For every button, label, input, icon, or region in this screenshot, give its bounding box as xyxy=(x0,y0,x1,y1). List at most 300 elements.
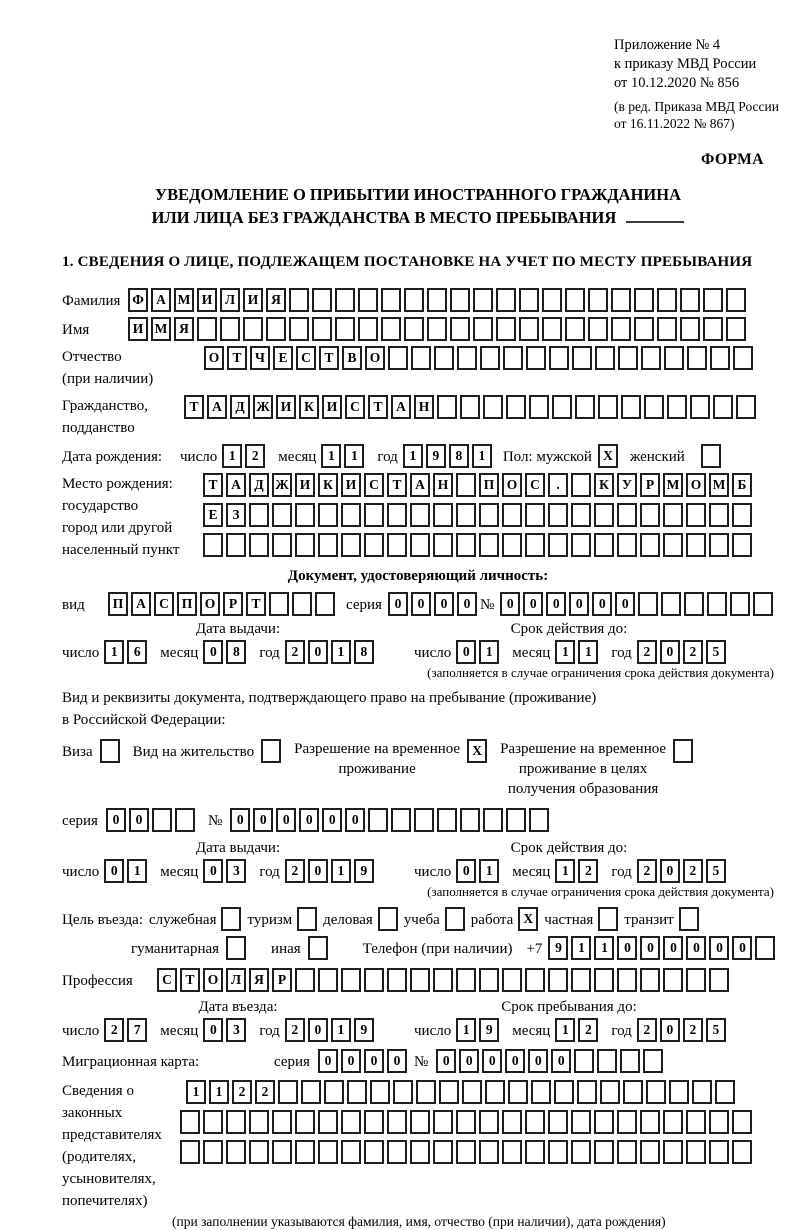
char-cell[interactable]: А xyxy=(391,395,411,419)
char-cell[interactable]: 2 xyxy=(104,1018,124,1042)
char-cell[interactable]: 2 xyxy=(637,640,657,664)
char-cell[interactable]: 8 xyxy=(354,640,374,664)
char-cell[interactable]: 0 xyxy=(318,1049,338,1073)
char-cell[interactable]: 0 xyxy=(411,592,431,616)
char-cell[interactable] xyxy=(709,1110,729,1134)
char-cell[interactable] xyxy=(358,317,378,341)
residence-permit-checkbox[interactable] xyxy=(261,739,281,763)
char-cell[interactable] xyxy=(226,533,246,557)
temp-residence-education-checkbox[interactable] xyxy=(673,739,693,763)
char-cell[interactable]: 1 xyxy=(331,1018,351,1042)
char-cell[interactable] xyxy=(617,503,637,527)
char-cell[interactable]: 1 xyxy=(209,1080,229,1104)
char-cell[interactable] xyxy=(272,533,292,557)
char-cell[interactable] xyxy=(542,288,562,312)
char-cell[interactable] xyxy=(594,968,614,992)
char-cell[interactable] xyxy=(480,346,500,370)
char-cell[interactable]: Н xyxy=(414,395,434,419)
char-cell[interactable]: Я xyxy=(174,317,194,341)
char-cell[interactable] xyxy=(433,533,453,557)
char-cell[interactable]: А xyxy=(131,592,151,616)
work-checkbox[interactable]: X xyxy=(518,907,538,931)
char-cell[interactable] xyxy=(434,346,454,370)
char-cell[interactable] xyxy=(410,1140,430,1164)
char-cell[interactable] xyxy=(503,346,523,370)
char-cell[interactable] xyxy=(502,503,522,527)
char-cell[interactable]: 0 xyxy=(345,808,365,832)
char-cell[interactable]: П xyxy=(479,473,499,497)
char-cell[interactable] xyxy=(549,346,569,370)
char-cell[interactable]: 0 xyxy=(106,808,126,832)
char-cell[interactable] xyxy=(508,1080,528,1104)
char-cell[interactable] xyxy=(437,395,457,419)
char-cell[interactable]: А xyxy=(151,288,171,312)
char-cell[interactable]: 0 xyxy=(709,936,729,960)
char-cell[interactable] xyxy=(634,317,654,341)
char-cell[interactable] xyxy=(450,288,470,312)
char-cell[interactable]: 0 xyxy=(523,592,543,616)
other-checkbox[interactable] xyxy=(308,936,328,960)
char-cell[interactable] xyxy=(726,317,746,341)
char-cell[interactable] xyxy=(272,1140,292,1164)
char-cell[interactable] xyxy=(324,1080,344,1104)
char-cell[interactable] xyxy=(620,1049,640,1073)
char-cell[interactable] xyxy=(301,1080,321,1104)
char-cell[interactable]: 0 xyxy=(546,592,566,616)
char-cell[interactable] xyxy=(393,1080,413,1104)
char-cell[interactable]: О xyxy=(502,473,522,497)
char-cell[interactable]: 0 xyxy=(528,1049,548,1073)
char-cell[interactable] xyxy=(571,533,591,557)
char-cell[interactable]: 0 xyxy=(253,808,273,832)
char-cell[interactable] xyxy=(525,1140,545,1164)
char-cell[interactable] xyxy=(588,288,608,312)
char-cell[interactable] xyxy=(594,503,614,527)
char-cell[interactable]: 2 xyxy=(578,859,598,883)
char-cell[interactable]: 9 xyxy=(426,444,446,468)
char-cell[interactable] xyxy=(502,533,522,557)
char-cell[interactable] xyxy=(180,1110,200,1134)
char-cell[interactable]: И xyxy=(276,395,296,419)
char-cell[interactable] xyxy=(278,1080,298,1104)
char-cell[interactable]: 6 xyxy=(127,640,147,664)
char-cell[interactable]: 2 xyxy=(637,1018,657,1042)
char-cell[interactable]: С xyxy=(157,968,177,992)
char-cell[interactable] xyxy=(358,288,378,312)
char-cell[interactable] xyxy=(249,503,269,527)
humanitarian-checkbox[interactable] xyxy=(226,936,246,960)
char-cell[interactable] xyxy=(525,533,545,557)
char-cell[interactable]: К xyxy=(594,473,614,497)
char-cell[interactable] xyxy=(525,503,545,527)
char-cell[interactable] xyxy=(713,395,733,419)
char-cell[interactable] xyxy=(364,1140,384,1164)
char-cell[interactable] xyxy=(641,346,661,370)
char-cell[interactable] xyxy=(663,503,683,527)
char-cell[interactable] xyxy=(640,533,660,557)
char-cell[interactable] xyxy=(368,808,388,832)
char-cell[interactable] xyxy=(502,1140,522,1164)
char-cell[interactable] xyxy=(312,288,332,312)
char-cell[interactable] xyxy=(617,1110,637,1134)
char-cell[interactable]: 0 xyxy=(505,1049,525,1073)
char-cell[interactable] xyxy=(433,1110,453,1134)
tourism-checkbox[interactable] xyxy=(297,907,317,931)
char-cell[interactable] xyxy=(554,1080,574,1104)
char-cell[interactable]: 1 xyxy=(331,859,351,883)
char-cell[interactable] xyxy=(180,1140,200,1164)
char-cell[interactable]: 2 xyxy=(245,444,265,468)
char-cell[interactable] xyxy=(496,288,516,312)
char-cell[interactable]: 2 xyxy=(683,859,703,883)
char-cell[interactable]: 0 xyxy=(388,592,408,616)
char-cell[interactable] xyxy=(404,317,424,341)
char-cell[interactable]: 1 xyxy=(555,640,575,664)
char-cell[interactable]: С xyxy=(364,473,384,497)
char-cell[interactable] xyxy=(387,533,407,557)
char-cell[interactable]: Я xyxy=(249,968,269,992)
char-cell[interactable] xyxy=(433,968,453,992)
char-cell[interactable]: 2 xyxy=(285,1018,305,1042)
char-cell[interactable]: 0 xyxy=(660,640,680,664)
char-cell[interactable]: 1 xyxy=(104,640,124,664)
char-cell[interactable]: О xyxy=(204,346,224,370)
char-cell[interactable] xyxy=(598,395,618,419)
char-cell[interactable] xyxy=(427,317,447,341)
char-cell[interactable]: 0 xyxy=(434,592,454,616)
transit-checkbox[interactable] xyxy=(679,907,699,931)
char-cell[interactable] xyxy=(341,1110,361,1134)
char-cell[interactable]: 1 xyxy=(321,444,341,468)
char-cell[interactable] xyxy=(318,968,338,992)
char-cell[interactable]: И xyxy=(197,288,217,312)
char-cell[interactable]: И xyxy=(295,473,315,497)
char-cell[interactable] xyxy=(680,317,700,341)
char-cell[interactable] xyxy=(289,317,309,341)
char-cell[interactable] xyxy=(571,473,591,497)
char-cell[interactable]: 0 xyxy=(456,640,476,664)
char-cell[interactable]: 2 xyxy=(683,640,703,664)
char-cell[interactable]: И xyxy=(341,473,361,497)
char-cell[interactable] xyxy=(341,968,361,992)
char-cell[interactable] xyxy=(571,1110,591,1134)
char-cell[interactable] xyxy=(571,503,591,527)
char-cell[interactable] xyxy=(594,1110,614,1134)
char-cell[interactable]: 1 xyxy=(555,1018,575,1042)
char-cell[interactable]: Л xyxy=(226,968,246,992)
char-cell[interactable]: Т xyxy=(180,968,200,992)
char-cell[interactable]: Ф xyxy=(128,288,148,312)
char-cell[interactable]: 0 xyxy=(436,1049,456,1073)
char-cell[interactable]: М xyxy=(709,473,729,497)
char-cell[interactable]: 0 xyxy=(663,936,683,960)
char-cell[interactable] xyxy=(548,1140,568,1164)
char-cell[interactable] xyxy=(457,346,477,370)
char-cell[interactable]: Р xyxy=(640,473,660,497)
char-cell[interactable] xyxy=(687,346,707,370)
char-cell[interactable] xyxy=(197,317,217,341)
char-cell[interactable]: Ж xyxy=(272,473,292,497)
char-cell[interactable] xyxy=(638,592,658,616)
char-cell[interactable] xyxy=(318,1140,338,1164)
char-cell[interactable] xyxy=(439,1080,459,1104)
char-cell[interactable] xyxy=(657,288,677,312)
char-cell[interactable] xyxy=(732,503,752,527)
char-cell[interactable] xyxy=(364,968,384,992)
char-cell[interactable]: А xyxy=(410,473,430,497)
char-cell[interactable] xyxy=(341,1140,361,1164)
char-cell[interactable] xyxy=(611,317,631,341)
char-cell[interactable]: 0 xyxy=(230,808,250,832)
char-cell[interactable] xyxy=(571,968,591,992)
char-cell[interactable] xyxy=(663,968,683,992)
char-cell[interactable] xyxy=(456,503,476,527)
char-cell[interactable] xyxy=(318,533,338,557)
char-cell[interactable]: 0 xyxy=(640,936,660,960)
char-cell[interactable] xyxy=(709,1140,729,1164)
char-cell[interactable]: 2 xyxy=(637,859,657,883)
char-cell[interactable]: И xyxy=(128,317,148,341)
char-cell[interactable] xyxy=(594,533,614,557)
char-cell[interactable] xyxy=(315,592,335,616)
female-checkbox[interactable] xyxy=(701,444,721,468)
char-cell[interactable] xyxy=(364,503,384,527)
char-cell[interactable] xyxy=(736,395,756,419)
char-cell[interactable] xyxy=(450,317,470,341)
char-cell[interactable] xyxy=(249,1110,269,1134)
char-cell[interactable] xyxy=(411,346,431,370)
char-cell[interactable] xyxy=(381,317,401,341)
char-cell[interactable] xyxy=(565,317,585,341)
char-cell[interactable]: Б xyxy=(732,473,752,497)
char-cell[interactable]: 0 xyxy=(203,640,223,664)
char-cell[interactable] xyxy=(479,533,499,557)
char-cell[interactable]: 1 xyxy=(127,859,147,883)
char-cell[interactable]: 0 xyxy=(660,1018,680,1042)
visa-checkbox[interactable] xyxy=(100,739,120,763)
char-cell[interactable] xyxy=(577,1080,597,1104)
char-cell[interactable] xyxy=(574,1049,594,1073)
char-cell[interactable]: Р xyxy=(272,968,292,992)
char-cell[interactable] xyxy=(335,288,355,312)
char-cell[interactable]: 7 xyxy=(127,1018,147,1042)
char-cell[interactable]: М xyxy=(663,473,683,497)
char-cell[interactable]: Е xyxy=(203,503,223,527)
char-cell[interactable]: 0 xyxy=(104,859,124,883)
char-cell[interactable]: И xyxy=(322,395,342,419)
char-cell[interactable] xyxy=(519,317,539,341)
char-cell[interactable]: 8 xyxy=(449,444,469,468)
char-cell[interactable]: 0 xyxy=(322,808,342,832)
char-cell[interactable] xyxy=(686,533,706,557)
study-checkbox[interactable] xyxy=(445,907,465,931)
char-cell[interactable]: 1 xyxy=(594,936,614,960)
char-cell[interactable] xyxy=(496,317,516,341)
char-cell[interactable] xyxy=(387,503,407,527)
char-cell[interactable] xyxy=(571,1140,591,1164)
char-cell[interactable] xyxy=(404,288,424,312)
char-cell[interactable] xyxy=(640,1140,660,1164)
char-cell[interactable]: 0 xyxy=(500,592,520,616)
char-cell[interactable] xyxy=(529,808,549,832)
char-cell[interactable]: 0 xyxy=(308,640,328,664)
char-cell[interactable] xyxy=(755,936,775,960)
char-cell[interactable] xyxy=(680,288,700,312)
char-cell[interactable] xyxy=(341,533,361,557)
char-cell[interactable] xyxy=(640,503,660,527)
char-cell[interactable] xyxy=(175,808,195,832)
char-cell[interactable]: 2 xyxy=(683,1018,703,1042)
char-cell[interactable] xyxy=(565,288,585,312)
char-cell[interactable]: О xyxy=(203,968,223,992)
char-cell[interactable] xyxy=(364,533,384,557)
business-checkbox[interactable] xyxy=(378,907,398,931)
char-cell[interactable] xyxy=(370,1080,390,1104)
char-cell[interactable]: П xyxy=(177,592,197,616)
char-cell[interactable]: З xyxy=(226,503,246,527)
char-cell[interactable] xyxy=(433,503,453,527)
char-cell[interactable] xyxy=(335,317,355,341)
char-cell[interactable]: 3 xyxy=(226,1018,246,1042)
char-cell[interactable] xyxy=(462,1080,482,1104)
char-cell[interactable] xyxy=(640,1110,660,1134)
char-cell[interactable] xyxy=(433,1140,453,1164)
char-cell[interactable] xyxy=(295,533,315,557)
char-cell[interactable]: 8 xyxy=(226,640,246,664)
char-cell[interactable] xyxy=(295,968,315,992)
char-cell[interactable]: М xyxy=(174,288,194,312)
char-cell[interactable] xyxy=(289,288,309,312)
char-cell[interactable] xyxy=(548,503,568,527)
char-cell[interactable]: 0 xyxy=(308,1018,328,1042)
char-cell[interactable] xyxy=(663,1110,683,1134)
char-cell[interactable]: К xyxy=(318,473,338,497)
char-cell[interactable] xyxy=(617,1140,637,1164)
char-cell[interactable] xyxy=(387,1140,407,1164)
char-cell[interactable]: 0 xyxy=(617,936,637,960)
char-cell[interactable] xyxy=(686,968,706,992)
char-cell[interactable] xyxy=(479,968,499,992)
male-checkbox[interactable]: X xyxy=(598,444,618,468)
char-cell[interactable] xyxy=(707,592,727,616)
char-cell[interactable] xyxy=(269,592,289,616)
char-cell[interactable]: О xyxy=(365,346,385,370)
char-cell[interactable] xyxy=(664,346,684,370)
char-cell[interactable] xyxy=(203,1140,223,1164)
char-cell[interactable] xyxy=(732,1110,752,1134)
char-cell[interactable] xyxy=(548,1110,568,1134)
char-cell[interactable]: 1 xyxy=(403,444,423,468)
char-cell[interactable]: Т xyxy=(203,473,223,497)
char-cell[interactable] xyxy=(597,1049,617,1073)
char-cell[interactable] xyxy=(531,1080,551,1104)
char-cell[interactable] xyxy=(686,503,706,527)
char-cell[interactable] xyxy=(266,317,286,341)
char-cell[interactable] xyxy=(525,1110,545,1134)
char-cell[interactable]: 0 xyxy=(203,859,223,883)
char-cell[interactable] xyxy=(347,1080,367,1104)
char-cell[interactable] xyxy=(525,968,545,992)
char-cell[interactable] xyxy=(643,1049,663,1073)
char-cell[interactable]: 0 xyxy=(364,1049,384,1073)
char-cell[interactable] xyxy=(732,533,752,557)
char-cell[interactable]: И xyxy=(243,288,263,312)
char-cell[interactable]: 0 xyxy=(341,1049,361,1073)
char-cell[interactable]: 0 xyxy=(592,592,612,616)
char-cell[interactable] xyxy=(709,533,729,557)
char-cell[interactable]: 0 xyxy=(615,592,635,616)
char-cell[interactable] xyxy=(588,317,608,341)
char-cell[interactable]: Е xyxy=(273,346,293,370)
char-cell[interactable] xyxy=(483,808,503,832)
char-cell[interactable]: Н xyxy=(433,473,453,497)
char-cell[interactable]: 1 xyxy=(456,1018,476,1042)
char-cell[interactable] xyxy=(600,1080,620,1104)
char-cell[interactable] xyxy=(152,808,172,832)
char-cell[interactable]: Я xyxy=(266,288,286,312)
char-cell[interactable] xyxy=(667,395,687,419)
char-cell[interactable] xyxy=(753,592,773,616)
char-cell[interactable] xyxy=(730,592,750,616)
char-cell[interactable] xyxy=(552,395,572,419)
char-cell[interactable]: В xyxy=(342,346,362,370)
char-cell[interactable]: 0 xyxy=(482,1049,502,1073)
char-cell[interactable]: 0 xyxy=(129,808,149,832)
char-cell[interactable]: Л xyxy=(220,288,240,312)
char-cell[interactable]: 1 xyxy=(186,1080,206,1104)
char-cell[interactable]: 0 xyxy=(387,1049,407,1073)
char-cell[interactable] xyxy=(663,533,683,557)
char-cell[interactable]: 5 xyxy=(706,1018,726,1042)
char-cell[interactable] xyxy=(715,1080,735,1104)
char-cell[interactable]: 5 xyxy=(706,859,726,883)
char-cell[interactable]: 2 xyxy=(285,640,305,664)
char-cell[interactable]: 1 xyxy=(222,444,242,468)
char-cell[interactable] xyxy=(437,808,457,832)
char-cell[interactable]: П xyxy=(108,592,128,616)
char-cell[interactable] xyxy=(686,1110,706,1134)
char-cell[interactable] xyxy=(548,533,568,557)
char-cell[interactable] xyxy=(618,346,638,370)
char-cell[interactable] xyxy=(388,346,408,370)
char-cell[interactable]: 1 xyxy=(555,859,575,883)
char-cell[interactable] xyxy=(733,346,753,370)
char-cell[interactable]: 1 xyxy=(331,640,351,664)
char-cell[interactable] xyxy=(473,317,493,341)
char-cell[interactable] xyxy=(709,968,729,992)
char-cell[interactable]: 1 xyxy=(479,640,499,664)
char-cell[interactable] xyxy=(634,288,654,312)
char-cell[interactable]: 0 xyxy=(459,1049,479,1073)
char-cell[interactable] xyxy=(657,317,677,341)
char-cell[interactable] xyxy=(292,592,312,616)
char-cell[interactable] xyxy=(710,346,730,370)
char-cell[interactable] xyxy=(312,317,332,341)
char-cell[interactable] xyxy=(203,1110,223,1134)
char-cell[interactable] xyxy=(595,346,615,370)
char-cell[interactable] xyxy=(318,1110,338,1134)
char-cell[interactable] xyxy=(410,503,430,527)
char-cell[interactable]: Р xyxy=(223,592,243,616)
char-cell[interactable] xyxy=(640,968,660,992)
char-cell[interactable]: 1 xyxy=(479,859,499,883)
char-cell[interactable] xyxy=(483,395,503,419)
char-cell[interactable]: 9 xyxy=(479,1018,499,1042)
char-cell[interactable] xyxy=(364,1110,384,1134)
temp-residence-checkbox[interactable]: X xyxy=(467,739,487,763)
char-cell[interactable] xyxy=(703,317,723,341)
private-checkbox[interactable] xyxy=(598,907,618,931)
